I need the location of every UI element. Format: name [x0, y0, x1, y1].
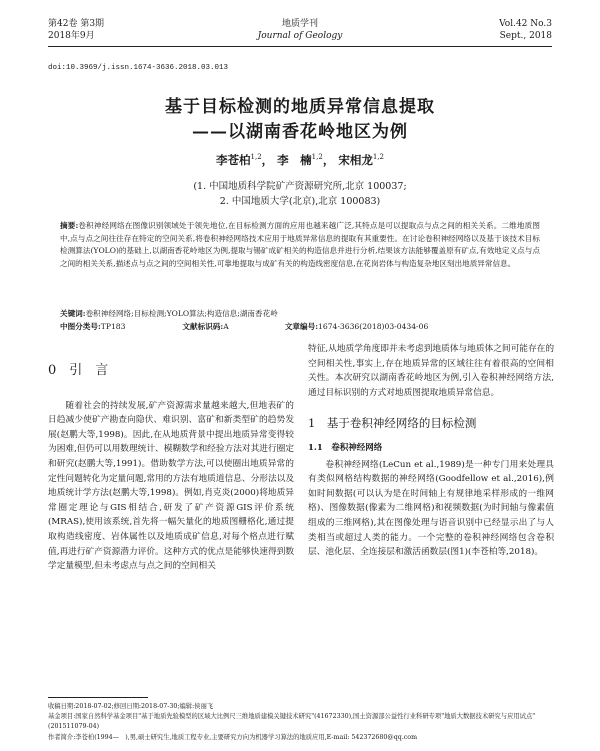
- left-column: [48, 342, 294, 574]
- footnote-funding: 基金项目:国家自然科学基金项目"基于地质先验模型的区域大比例尺三维地质建模关键技术研究"(41672330),国土资源部公益性行业科研专项"地质大数据技术研究与应用试点"(201511079-04): [48, 713, 536, 730]
- volume-info-en: [499, 18, 552, 42]
- paper-title: 基于目标检测的地质异常信息提取: [165, 97, 435, 117]
- body-paragraph: 特征,从地质学角度即并未考虑到地质体与地质体之间可能存在的空间相关性,事实上,存在地质异常的区域往往有着很高的空间相关性。本次研究以湖南香花岭地区为例,引入卷积神经网络方法,通过目标识别的方式对地质图提取地质异常信息。: [308, 344, 555, 398]
- author-list: 李苍柏$^{1,2}$， 李 楠$^{1,2}$， 宋相龙$^{1,2}$: [216, 153, 384, 167]
- keywords-text: 卷积神经网络;目标检测;YOLO算法;构造信息;湖南香花岭: [85, 309, 278, 318]
- author-affil-mark: 1,2: [311, 153, 323, 162]
- keywords-label: 关键词:: [60, 309, 86, 318]
- keywords: [60, 308, 540, 320]
- abstract-text: 卷积神经网络在图像识别领域处于领先地位,在目标检测方面的应用也越来越广泛,其特点是可以提取点与点之间的相关关系。二维地质图中,点与点之间往往存在特定的空间关系,将卷积神经网络技术应用于地质异常信息的提取有其重要性。在讨论卷积神经网络以及基于该技术目标检测算法(YOLO)的基础上,以湖南香花岭地区为例,提取与锡矿成矿相关的构造信息并进行分析,结果该方法能够覆盖原有矿点,有效地定义点与点之间的相关关系,描述点与点之间的空间相关性,可靠地提取与成矿有关的构造线密度信息,在花岗岩体与构造复杂地区刻出地质异常信息。: [60, 221, 540, 268]
- footnote-received: 收稿日期:2018-07-02;修回日期:2018-07-30;编辑:侯丽飞: [48, 703, 214, 710]
- article-number-label: 文章编号:: [284, 322, 319, 331]
- clc-value: TP183: [100, 322, 126, 331]
- affiliation: (1. 中国地质科学院矿产资源研究所,北京 100037;: [193, 181, 407, 192]
- volume-issue-en: Vol.42 No.3: [499, 19, 552, 29]
- doi[interactable]: doi:10.3969/j.issn.1674-3636.2018.03.013: [48, 64, 229, 72]
- right-column: [308, 342, 554, 560]
- author-affil-mark: 1,2: [372, 153, 384, 162]
- abstract-label: 摘要:: [60, 221, 79, 230]
- author-name: 宋相龙: [338, 153, 373, 167]
- footnote-divider: [48, 697, 148, 698]
- section-heading: 0 引 言: [48, 363, 109, 378]
- clc-label: 中图分类号:: [60, 322, 101, 331]
- section-heading: 1 基于卷积神经网络的目标检测: [308, 416, 477, 431]
- publication-date: 2018年9月: [48, 31, 95, 41]
- header-divider: [48, 46, 552, 47]
- doc-code-value: A: [223, 322, 229, 331]
- doc-code-label: 文献标识码:: [182, 322, 224, 331]
- paper-subtitle: ——以湖南香花岭地区为例: [192, 122, 408, 142]
- footnote-author-bio: 作者简介:李苍柏(1994— ),男,硕士研究生,地质工程专业,主要研究方向为机器学习算法的地质应用,E-mail: 542372680@qq.com: [48, 734, 418, 741]
- body-paragraph: 随着社会的持续发展,矿产资源需求量越来越大,但地表矿的日趋减少使矿产勘查向隐伏、难识别、富矿和新类型矿的趋势发展(赵鹏大等,1998)。因此,在从地质背景中提出地质异常变得较为困难,但仍可以用数理统计、模糊数学和经验方法对其进行圈定和研究(赵鹏大等,1991)。借助数学方法,可以使圈出地质异常的定性问题转化为定量问题,常用的方法有地质道信息、分形法以及地质统计学方法(赵鹏大等,1998)。例如,肖克炎(2000)将地质异常圈定理论与GIS相结合,研发了矿产资源GIS评价系统(MRAS),使用该系统,首先将一幅矢量化的地质图栅格化,通过提取构造线密度、岩体属性以及地质成矿信息,对每个格点进行赋值,再进行矿产资源潜力评价。这种方式的优点是能够快速得到数学定量模型,但未考虑点与点之间的空间相关: [48, 400, 295, 572]
- journal-name-en: Journal of Geology: [257, 31, 343, 41]
- classification-line: [60, 321, 540, 333]
- body-paragraph: 卷积神经网络(LeCun et al.,1989)是一种专门用来处理具有类似网格结构数据的神经网络(Goodfellow et al.,2016),例如时间数据(可以认为是在时间轴上有规律地采样形成的一维网格)、图像数据(像素为二维网格)和视频数据(为时间轴与像素值组成的三维网格),其在图像处理与语音识别中已经显示出了与人类相当或超过人类的能力。一个完整的卷积神经网络包含卷积层、池化层、全连接层和激活函数层(图1)(李苍柏等,2018)。: [308, 459, 554, 558]
- author-name: 李 楠: [277, 153, 312, 167]
- volume-issue: 第42卷 第3期: [48, 19, 105, 29]
- subsection-heading: 1.1 卷积神经网络: [308, 442, 383, 453]
- journal-name: [48, 18, 552, 42]
- author-name: 李苍柏: [216, 153, 251, 167]
- abstract: [60, 220, 540, 270]
- author-affil-mark: 1,2: [250, 153, 262, 162]
- journal-name-cn: 地质学刊: [281, 19, 318, 29]
- article-number-value: 1674-3636(2018)03-0434-06: [318, 322, 429, 331]
- running-header: [48, 18, 552, 44]
- publication-date-en: Sept., 2018: [499, 31, 552, 41]
- affiliation: 2. 中国地质大学(北京),北京 100083): [219, 196, 381, 207]
